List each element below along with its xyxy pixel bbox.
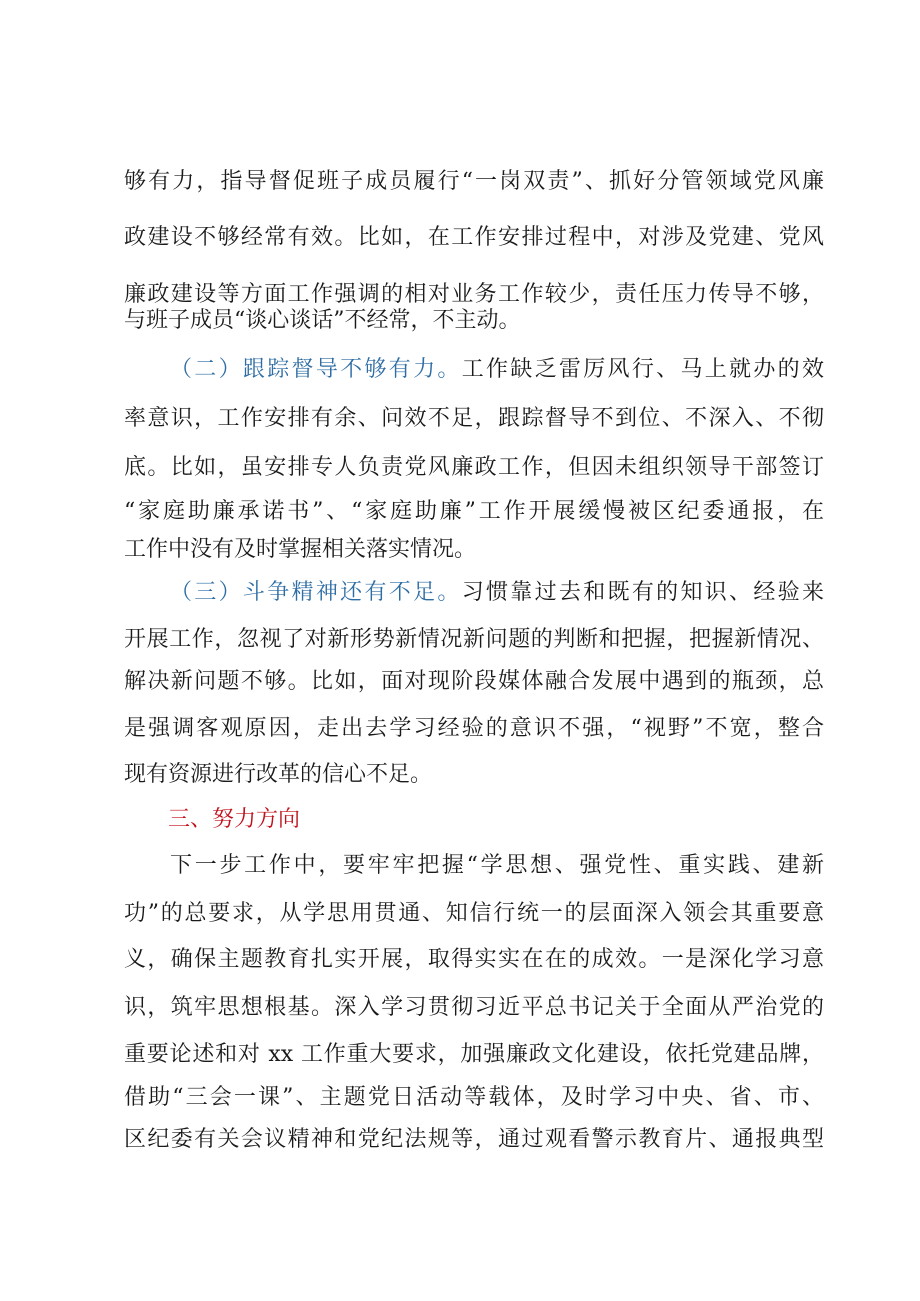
- paragraph-2-line-1: [170, 354, 824, 386]
- paragraph-1-line-1: 够有力，指导督促班子成员履行“一岗双责”、抓好分管领域党风廉: [124, 169, 824, 194]
- paragraph-1-line-2: 政建设不够经常有效。比如，在工作安排过程中，对涉及党建、党风: [124, 225, 824, 250]
- paragraph-1-line-4: 与班子成员“谈心谈话”不经常，不主动。: [124, 308, 521, 333]
- paragraph-3-line-4: 是强调客观原因，走出去学习经验的意识不强，“视野”不宽，整合: [124, 716, 824, 741]
- section-3-line-6: 借助“三会一课”、主题党日活动等载体，及时学习中央、省、市、: [124, 1085, 824, 1110]
- section-3-line-5: 重要论述和对 xx 工作重大要求，加强廉政文化建设，依托党建品牌，: [124, 1042, 824, 1067]
- section-3-line-1: 下一步工作中，要牢牢把握“学思想、强党性、重实践、建新: [170, 853, 824, 878]
- paragraph-1-line-3: 廉政建设等方面工作强调的相对业务工作较少，责任压力传导不够，: [124, 282, 824, 307]
- section-3-line-3: 义，确保主题教育扎实开展，取得实实在在的成效。一是深化学习意: [124, 947, 824, 972]
- sub-heading-3: （三）斗争精神还有不足。: [170, 580, 462, 605]
- paragraph-3-line-5: 现有资源进行改革的信心不足。: [124, 762, 433, 787]
- paragraph-3-line-3: 解决新问题不够。比如，面对现阶段媒体融合发展中遇到的瓶颈，总: [124, 669, 824, 694]
- sub-heading-2: （二）跟踪督导不够有力。: [170, 357, 462, 382]
- section-3-line-2: 功”的总要求，从学思用贯通、知信行统一的层面深入领会其重要意: [124, 901, 824, 926]
- paragraph-3-line-2: 开展工作，忽视了对新形势新情况新问题的判断和把握，把握新情况、: [124, 627, 824, 652]
- section-3-line-7: 区纪委有关会议精神和党纪法规等，通过观看警示教育片、通报典型: [124, 1127, 824, 1152]
- section-heading: 三、努力方向: [168, 807, 301, 832]
- paragraph-3-line-1-rest: 习惯靠过去和既有的知识、经验来: [461, 580, 824, 605]
- paragraph-2-line-4: “家庭助廉承诺书”、“家庭助廉”工作开展缓慢被区纪委通报，在: [124, 499, 824, 524]
- paragraph-3-line-1: [170, 577, 824, 609]
- paragraph-2-line-1-rest: 工作缺乏雷厉风行、马上就办的效: [461, 357, 824, 382]
- paragraph-2-line-2: 率意识，工作安排有余、问效不足，跟踪督导不到位、不深入、不彻: [124, 406, 824, 431]
- paragraph-2-line-5: 工作中没有及时掌握相关落实情况。: [124, 537, 477, 562]
- section-3-line-4: 识，筑牢思想根基。深入学习贯彻习近平总书记关于全面从严治党的: [124, 995, 824, 1020]
- paragraph-2-line-3: 底。比如，虽安排专人负责党风廉政工作，但因未组织领导干部签订: [124, 455, 824, 480]
